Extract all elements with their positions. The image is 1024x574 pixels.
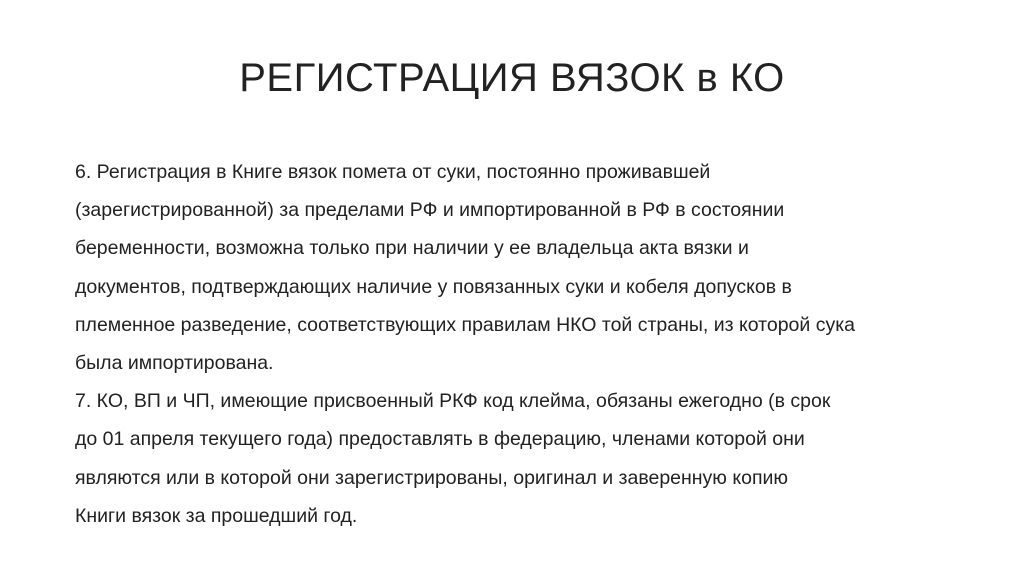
text-line: беременности, возможна только при наличии у ее владельца акта вязки и	[75, 237, 749, 260]
text-line: племенное разведение, соответствующих правилам НКО той страны, из которой сука	[75, 313, 856, 336]
text-line: была импортирована.	[75, 352, 274, 375]
slide-body	[75, 153, 955, 535]
slide-title: РЕГИСТРАЦИЯ ВЯЗОК в КО	[239, 56, 785, 100]
paragraph-6	[75, 153, 955, 382]
text-line: 6. Регистрация в Книге вязок помета от суки, постоянно проживавшей	[75, 161, 711, 183]
text-line: (зарегистрированной) за пределами РФ и импортированной в РФ в состоянии	[75, 199, 785, 222]
paragraph-7	[75, 382, 955, 535]
text-line: Книги вязок за прошедший год.	[75, 504, 358, 527]
text-line: являются или в которой они зарегистрированы, оригинал и заверенную копию	[75, 466, 789, 489]
text-line: 7. КО, ВП и ЧП, имеющие присвоенный РКФ код клейма, обязаны ежегодно (в срок	[75, 390, 831, 413]
text-line: документов, подтверждающих наличие у повязанных суки и кобеля допусков в	[75, 275, 792, 298]
text-line: до 01 апреля текущего года) предоставлять в федерацию, членами которой они	[75, 428, 805, 451]
